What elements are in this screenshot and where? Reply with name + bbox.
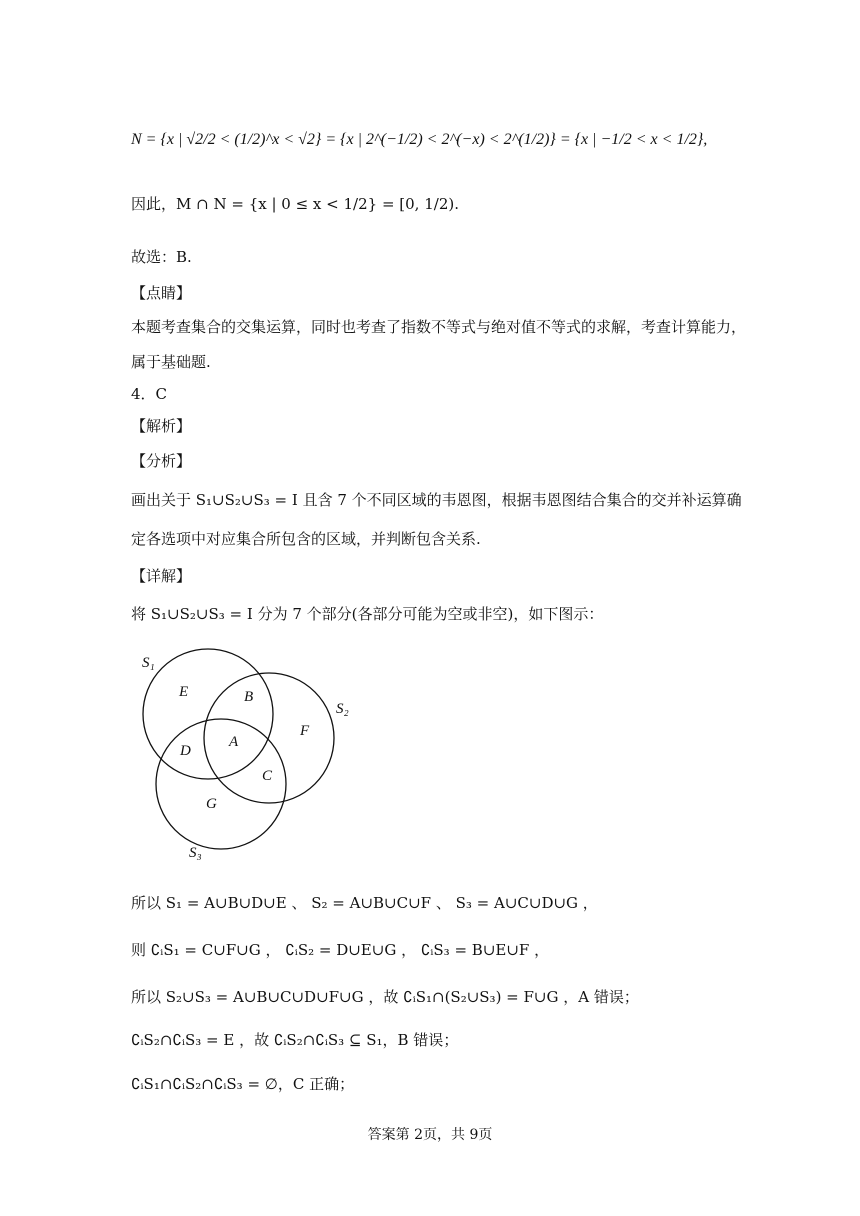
answer-choice-line: 故选：B. (131, 248, 192, 266)
analysis-heading: 【解析】 (131, 417, 192, 435)
page-footer: 答案第 2页，共 9页 (367, 1127, 493, 1143)
region-e: E (179, 684, 189, 700)
option-c-line: ∁ᵢS₁∩∁ᵢS₂∩∁ᵢS₃ = ∅，C 正确； (131, 1075, 355, 1093)
detail-heading: 【详解】 (131, 567, 192, 585)
therefore-line: 因此，M ∩ N = {x | 0 ≤ x < 1/2} = [0, 1/2). (131, 195, 459, 213)
sets-line: 所以 S₁ = A∪B∪D∪E 、 S₂ = A∪B∪C∪F 、 S₃ = A∪C∪D∪G ， (131, 894, 598, 912)
comment-text-2: 属于基础题. (131, 353, 211, 371)
fenxi-text-1: 画出关于 S₁∪S₂∪S₃ = I 且含 7 个不同区域的韦恩图，根据韦恩图结合集合的交并补运算确 (131, 491, 742, 509)
question-4-answer: 4．C (131, 385, 168, 403)
fenxi-heading: 【分析】 (131, 452, 192, 470)
region-d: D (180, 743, 191, 759)
region-g: G (206, 796, 217, 812)
fenxi-text-2: 定各选项中对应集合所包含的区域，并判断包含关系. (131, 530, 481, 548)
option-b-line: ∁ᵢS₂∩∁ᵢS₃ = E ，故 ∁ᵢS₂∩∁ᵢS₃ ⊆ S₁，B 错误； (131, 1031, 459, 1049)
detail-text-1: 将 S₁∪S₂∪S₃ = I 分为 7 个部分(各部分可能为空或非空)，如下图示： (131, 605, 604, 623)
region-b: B (244, 689, 254, 705)
n-definition-line: N = {x | √2/2 < (1/2)^x < √2} = {x | 2^(−1/2) < 2^(−x) < 2^(1/2)} = {x | −1/2 < x < 1/2}, (131, 131, 708, 148)
region-a: A (229, 734, 239, 750)
venn-diagram (128, 645, 368, 865)
label-s3: S₃ (189, 845, 202, 861)
label-s2: S₂ (336, 701, 349, 717)
region-f: F (300, 723, 310, 739)
region-c: C (262, 768, 273, 784)
comment-heading: 【点睛】 (131, 284, 192, 302)
circle-s3 (156, 719, 286, 849)
complements-line: 则 ∁ᵢS₁ = C∪F∪G ， ∁ᵢS₂ = D∪E∪G ， ∁ᵢS₃ = B∪E∪F ， (131, 941, 550, 959)
comment-text-1: 本题考查集合的交集运算，同时也考查了指数不等式与绝对值不等式的求解，考查计算能力， (131, 318, 747, 336)
label-s1: S₁ (142, 655, 155, 671)
union-option-a-line: 所以 S₂∪S₃ = A∪B∪C∪D∪F∪G ，故 ∁ᵢS₁∩(S₂∪S₃) = F∪G ，A 错误； (131, 988, 639, 1006)
